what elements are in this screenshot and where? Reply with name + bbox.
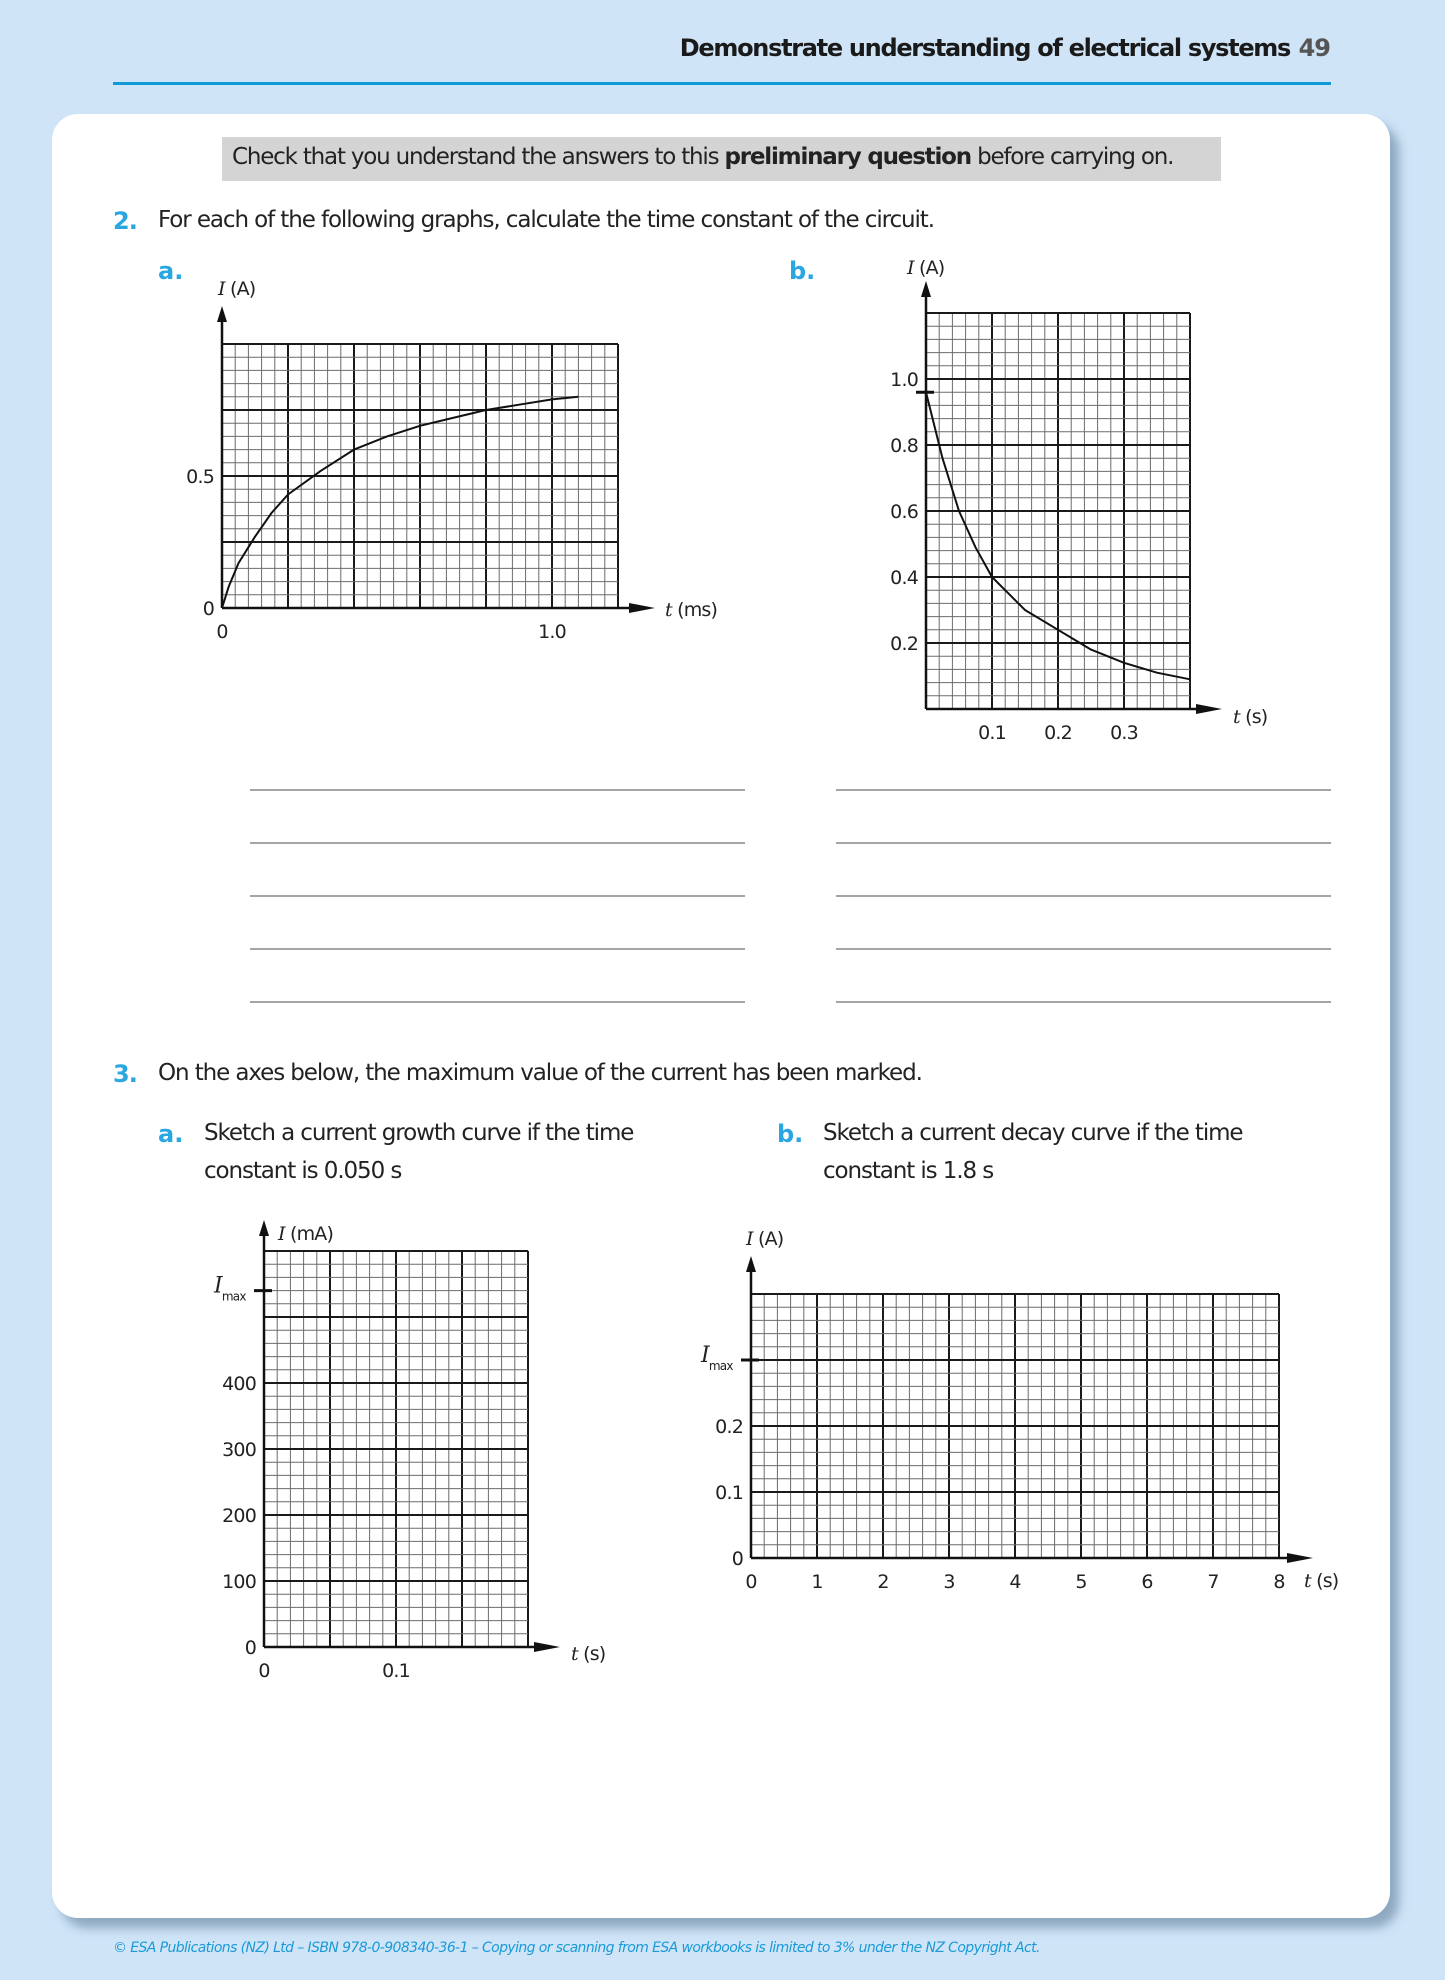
x-axis-label: t (s) bbox=[1233, 706, 1268, 728]
copyright-footer: © ESA Publications (NZ) Ltd – ISBN 978-0-908340-36-1 – Copying or scanning from ESA workbooks is limited to 3% under the NZ Copyright Act. bbox=[113, 1940, 1040, 1956]
y-axis-arrow-icon bbox=[217, 306, 227, 322]
question-2a-label: a. bbox=[158, 257, 184, 285]
question-2b-label: b. bbox=[789, 257, 816, 285]
y-tick-label: 1.0 bbox=[890, 369, 918, 391]
question-2-text: For each of the following graphs, calculate the time constant of the circuit. bbox=[158, 207, 934, 233]
y-axis-arrow-icon bbox=[746, 1256, 756, 1272]
x-tick-label: 0 bbox=[745, 1571, 757, 1593]
note-prefix: Check that you understand the answers to this bbox=[232, 144, 725, 170]
y-axis-label: I (A) bbox=[746, 1228, 784, 1250]
imax-label: $I_{max}$ bbox=[214, 1273, 246, 1304]
y-tick-label: 200 bbox=[222, 1505, 256, 1527]
question-3b-text-line2: constant is 1.8 s bbox=[823, 1158, 994, 1184]
x-axis-arrow-icon bbox=[1196, 704, 1222, 714]
note-bold: preliminary question bbox=[724, 144, 971, 170]
x-tick-label: 0.1 bbox=[978, 722, 1006, 744]
question-3a-label: a. bbox=[158, 1120, 184, 1148]
x-tick-label: 0.1 bbox=[382, 1660, 410, 1682]
y-axis-label: I (mA) bbox=[278, 1223, 334, 1245]
x-tick-label: 1 bbox=[811, 1571, 823, 1593]
page-number: 49 bbox=[1298, 34, 1330, 62]
x-tick-label: 6 bbox=[1141, 1571, 1153, 1593]
note-suffix: before carrying on. bbox=[970, 144, 1174, 170]
x-tick-label: 5 bbox=[1075, 1571, 1087, 1593]
y-axis-arrow-icon bbox=[921, 281, 931, 297]
x-axis-arrow-icon bbox=[1287, 1553, 1313, 1563]
y-tick-label: 100 bbox=[222, 1571, 256, 1593]
graph-q3b bbox=[700, 1228, 1338, 1593]
question-3b-text-line1: Sketch a current decay curve if the time bbox=[823, 1120, 1243, 1146]
y-tick-label: 0.4 bbox=[890, 567, 918, 589]
y-axis-arrow-icon bbox=[259, 1220, 269, 1236]
x-tick-label: 7 bbox=[1207, 1571, 1219, 1593]
y-tick-label: 0 bbox=[731, 1548, 743, 1570]
x-axis-label: t (s) bbox=[571, 1643, 606, 1665]
y-tick-label: 0.2 bbox=[890, 633, 918, 655]
y-axis-label: I (A) bbox=[218, 278, 256, 300]
y-tick-label: 300 bbox=[222, 1439, 256, 1461]
question-3a-text-line2: constant is 0.050 s bbox=[204, 1158, 402, 1184]
x-tick-label: 0 bbox=[216, 621, 228, 643]
y-tick-label: 0.8 bbox=[890, 435, 918, 457]
header-title: Demonstrate understanding of electrical systems bbox=[679, 34, 1290, 62]
y-tick-label: 0.1 bbox=[715, 1482, 743, 1504]
question-3a-text-line1: Sketch a current growth curve if the time bbox=[204, 1120, 634, 1146]
x-tick-label: 0.3 bbox=[1110, 722, 1138, 744]
question-2-number: 2. bbox=[113, 207, 137, 235]
x-tick-label: 3 bbox=[943, 1571, 955, 1593]
y-tick-label: 0.5 bbox=[186, 466, 214, 488]
x-axis-arrow-icon bbox=[534, 1642, 560, 1652]
x-axis-label: t (ms) bbox=[665, 599, 718, 621]
x-tick-label: 8 bbox=[1273, 1571, 1285, 1593]
imax-label: $I_{max}$ bbox=[701, 1343, 733, 1373]
x-tick-label: 0.2 bbox=[1044, 722, 1072, 744]
y-tick-label: 0.6 bbox=[890, 501, 918, 523]
x-axis-arrow-icon bbox=[629, 603, 655, 613]
graph-q2a bbox=[186, 278, 717, 643]
x-tick-label: 2 bbox=[877, 1571, 889, 1593]
x-axis-label: t (s) bbox=[1304, 1570, 1339, 1592]
y-tick-label: 400 bbox=[222, 1373, 256, 1395]
y-tick-label: 0.2 bbox=[715, 1416, 743, 1438]
x-tick-label: 4 bbox=[1009, 1571, 1021, 1593]
graph-q3a bbox=[213, 1220, 605, 1682]
x-tick-label: 1.0 bbox=[538, 621, 566, 643]
question-3b-label: b. bbox=[777, 1120, 804, 1148]
y-tick-label: 0 bbox=[202, 598, 214, 620]
question-3-text: On the axes below, the maximum value of the current has been marked. bbox=[158, 1060, 922, 1086]
question-3-number: 3. bbox=[113, 1060, 137, 1088]
graph-q2b bbox=[890, 257, 1267, 744]
y-axis-label: I (A) bbox=[907, 257, 945, 279]
y-tick-label: 0 bbox=[244, 1637, 256, 1659]
x-tick-label: 0 bbox=[258, 1660, 270, 1682]
